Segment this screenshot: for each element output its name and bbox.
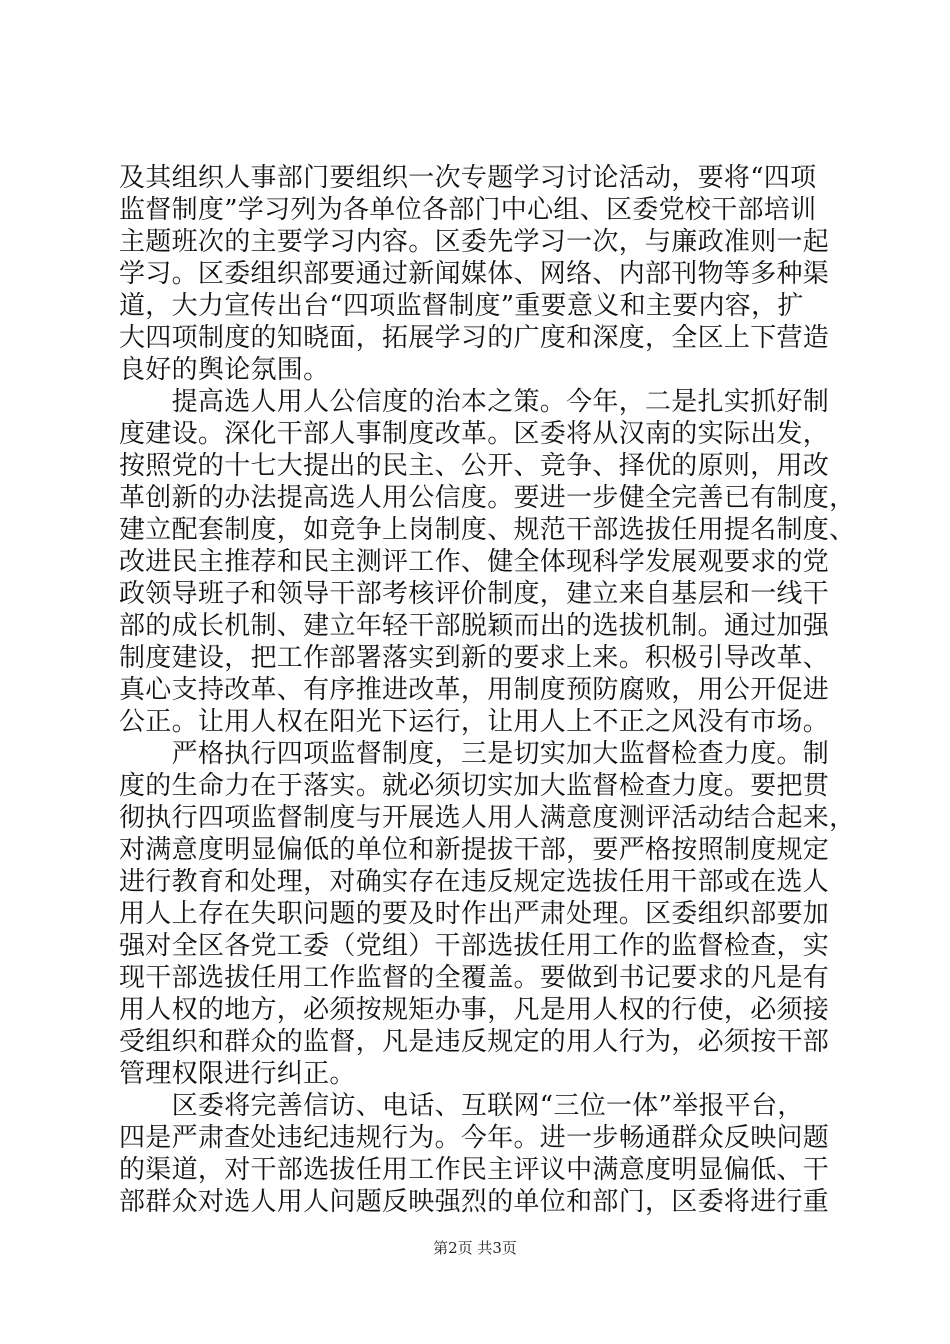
paragraph-start: 严格执行四项监督制度，三是切实加大监督检查力度。制 <box>119 739 830 769</box>
text-line: 及其组织人事部门要组织一次专题学习讨论活动，要将“四项 <box>119 163 817 193</box>
text-line: 强对全区各党工委（党组）干部选拔任用工作的监督检查，实 <box>119 931 830 961</box>
text-line: 现干部选拔任用工作监督的全覆盖。要做到书记要求的凡是有 <box>119 963 830 993</box>
text-line: 制度建设，把工作部署落实到新的要求上来。积极引导改革、 <box>119 643 830 673</box>
text-line: 彻执行四项监督制度与开展选人用人满意度测评活动结合起来， <box>119 803 856 833</box>
text-line: 按照党的十七大提出的民主、公开、竞争、择优的原则，用改 <box>119 451 830 481</box>
text-line: 革创新的办法提高选人用公信度。要进一步健全完善已有制度， <box>119 483 856 513</box>
paragraph-start: 提高选人用人公信度的治本之策。今年，二是扎实抓好制 <box>119 387 830 417</box>
text-line: 对满意度明显偏低的单位和新提拔干部，要严格按照制度规定 <box>119 835 830 865</box>
text-line: 主题班次的主要学习内容。区委先学习一次，与廉政准则一起 <box>119 227 830 257</box>
page-number-footer: 第2页 共3页 <box>433 1239 517 1257</box>
text-line: 学习。区委组织部要通过新闻媒体、网络、内部刊物等多种渠 <box>119 259 830 289</box>
text-line: 进行教育和处理，对确实存在违反规定选拔任用干部或在选人 <box>119 867 830 897</box>
text-line: 的渠道，对干部选拔任用工作民主评议中满意度明显偏低、干 <box>119 1155 830 1185</box>
text-line: 四是严肃查处违纪违规行为。今年。进一步畅通群众反映问题 <box>119 1123 830 1153</box>
text-line: 道，大力宣传出台“四项监督制度”重要意义和主要内容，扩 <box>119 291 804 321</box>
text-line: 公正。让用人权在阳光下运行，让用人上不正之风没有市场。 <box>119 707 830 737</box>
paragraph-start: 区委将完善信访、电话、互联网“三位一体”举报平台， <box>119 1091 804 1121</box>
text-line: 监督制度”学习列为各单位各部门中心组、区委党校干部培训 <box>119 195 817 225</box>
text-line: 建立配套制度，如竞争上岗制度、规范干部选拔任用提名制度、 <box>119 515 856 545</box>
text-line: 部群众对选人用人问题反映强烈的单位和部门，区委将进行重 <box>119 1187 830 1217</box>
text-line: 用人权的地方，必须按规矩办事，凡是用人权的行使，必须接 <box>119 995 830 1025</box>
text-line: 政领导班子和领导干部考核评价制度，建立来自基层和一线干 <box>119 579 830 609</box>
text-line: 大四项制度的知晓面，拓展学习的广度和深度，全区上下营造 <box>119 323 830 353</box>
text-line: 度建设。深化干部人事制度改革。区委将从汉南的实际出发， <box>119 419 830 449</box>
text-line: 良好的舆论氛围。 <box>119 355 330 385</box>
text-line: 改进民主推荐和民主测评工作、健全体现科学发展观要求的党 <box>119 547 830 577</box>
text-line: 部的成长机制、建立年轻干部脱颖而出的选拔机制。通过加强 <box>119 611 830 641</box>
text-line: 度的生命力在于落实。就必须切实加大监督检查力度。要把贯 <box>119 771 830 801</box>
text-line: 受组织和群众的监督，凡是违反规定的用人行为，必须按干部 <box>119 1027 830 1057</box>
text-line: 管理权限进行纠正。 <box>119 1059 356 1089</box>
text-line: 用人上存在失职问题的要及时作出严肃处理。区委组织部要加 <box>119 899 830 929</box>
text-line: 真心支持改革、有序推进改革，用制度预防腐败，用公开促进 <box>119 675 830 705</box>
